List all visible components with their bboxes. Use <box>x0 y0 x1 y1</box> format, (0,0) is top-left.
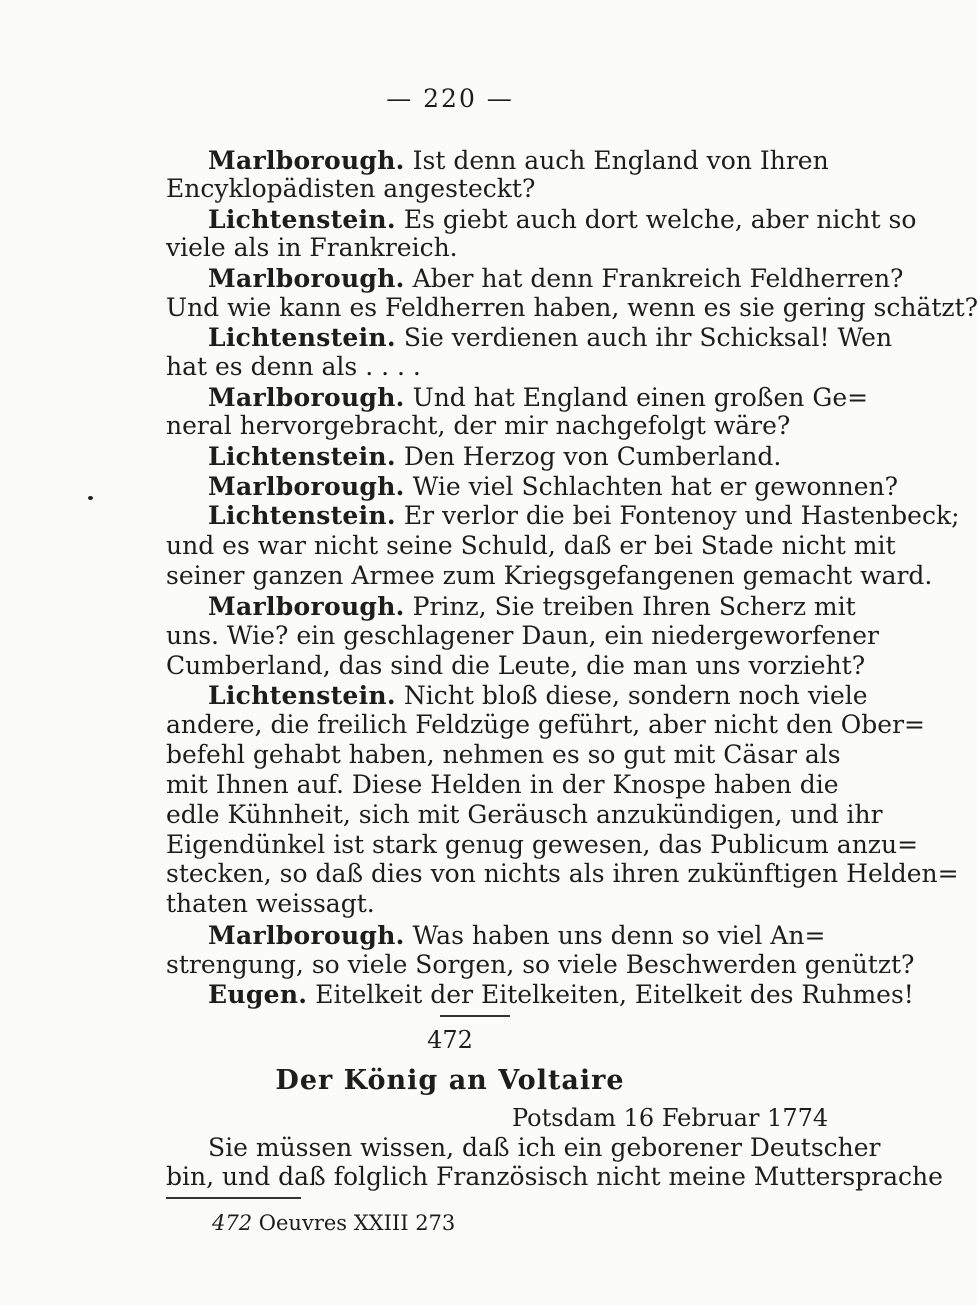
speech-line: und es war nicht seine Schuld, daß er bei Stade nicht mit <box>166 531 896 560</box>
speaker-name: Lichtenstein. <box>208 681 396 710</box>
speech-line <box>208 264 904 294</box>
speech-line: strengung, so viele Sorgen, so viele Beschwerden genützt? <box>166 950 915 979</box>
letter-dateline: Potsdam 16 Februar 1774 <box>512 1104 829 1132</box>
speech-text: Es giebt auch dort welche, aber nicht so <box>403 205 917 234</box>
speaker-name: Marlborough. <box>208 264 405 293</box>
speech-line <box>208 383 869 413</box>
section-divider <box>440 1015 510 1017</box>
speech-line: edle Kühnheit, sich mit Geräusch anzukündigen, und ihr <box>166 800 883 829</box>
footnote-rule <box>166 1197 301 1199</box>
speech-line: andere, die freilich Feldzüge geführt, aber nicht den Ober= <box>166 710 925 739</box>
speech-line <box>208 921 826 951</box>
speech-line <box>208 146 829 176</box>
speech-line <box>208 205 917 235</box>
letter-line: Sie müssen wissen, daß ich ein geborener Deutscher <box>208 1133 881 1162</box>
speech-line: neral hervorgebracht, der mir nachgefolgt wäre? <box>166 411 791 440</box>
speech-line: Eigendünkel ist stark genug gewesen, das Publicum anzu= <box>166 830 919 859</box>
footnote <box>212 1211 455 1235</box>
speech-text: Und hat England einen großen Ge= <box>412 383 869 412</box>
speaker-name: Marlborough. <box>208 146 405 175</box>
speech-line <box>208 323 893 353</box>
letter-number: 472 <box>427 1026 473 1054</box>
speech-text: Eitelkeit der Eitelkeiten, Eitelkeit des Ruhmes! <box>315 980 914 1009</box>
speech-text: Wie viel Schlachten hat er gewonnen? <box>412 472 899 501</box>
speech-line: thaten weissagt. <box>166 889 375 918</box>
speaker-name: Marlborough. <box>208 921 405 950</box>
speech-line: stecken, so daß dies von nichts als ihren zukünftigen Helden= <box>166 859 959 888</box>
speech-line <box>208 592 856 622</box>
speech-text: Er verlor die bei Fontenoy und Hastenbeck; <box>403 501 960 530</box>
page-number: — 220 — <box>386 84 514 113</box>
speech-line <box>208 442 798 472</box>
speech-text: Aber hat denn Frankreich Feldherren? <box>412 264 904 293</box>
speech-line: uns. Wie? ein geschlagener Daun, ein niedergeworfener <box>166 621 880 650</box>
footnote-ref: 472 <box>212 1211 253 1235</box>
speech-line <box>208 681 868 711</box>
letter-title: Der König an Voltaire <box>275 1065 625 1096</box>
letter-line: bin, und daß folglich Französisch nicht meine Muttersprache <box>166 1162 943 1191</box>
speech-line: Und wie kann es Feldherren haben, wenn es sie gering schätzt? <box>166 293 978 322</box>
speaker-name: Marlborough. <box>208 383 405 412</box>
speech-line <box>208 472 899 502</box>
speech-text: Den Herzog von Cumberland. <box>403 442 782 471</box>
speech-line: befehl gehabt haben, nehmen es so gut mit Cäsar als <box>166 740 841 769</box>
speech-text: Prinz, Sie treiben Ihren Scherz mit <box>412 592 856 621</box>
speech-text: Was haben uns denn so viel An= <box>412 921 826 950</box>
speaker-name: Lichtenstein. <box>208 323 396 352</box>
speech-line <box>208 980 914 1010</box>
speaker-name: Lichtenstein. <box>208 501 396 530</box>
speaker-name: Eugen. <box>208 980 308 1009</box>
ink-speck <box>88 496 93 500</box>
speech-line: viele als in Frankreich. <box>166 233 458 262</box>
speaker-name: Marlborough. <box>208 472 405 501</box>
speech-line: Encyklopädisten angesteckt? <box>166 174 536 203</box>
speech-line <box>208 501 960 531</box>
footnote-text: Oeuvres XXIII 273 <box>258 1211 456 1235</box>
speech-line: mit Ihnen auf. Diese Helden in der Knospe haben die <box>166 770 839 799</box>
speech-line: hat es denn als . . . . <box>166 352 421 381</box>
speaker-name: Lichtenstein. <box>208 205 396 234</box>
speech-line: Cumberland, das sind die Leute, die man uns vorzieht? <box>166 651 866 680</box>
speech-text: Sie verdienen auch ihr Schicksal! Wen <box>403 323 893 352</box>
speech-text: Nicht bloß diese, sondern noch viele <box>403 681 868 710</box>
speaker-name: Marlborough. <box>208 592 405 621</box>
speech-text: Ist denn auch England von Ihren <box>412 146 829 175</box>
speaker-name: Lichtenstein. <box>208 442 396 471</box>
speech-line: seiner ganzen Armee zum Kriegsgefangenen gemacht ward. <box>166 561 933 590</box>
